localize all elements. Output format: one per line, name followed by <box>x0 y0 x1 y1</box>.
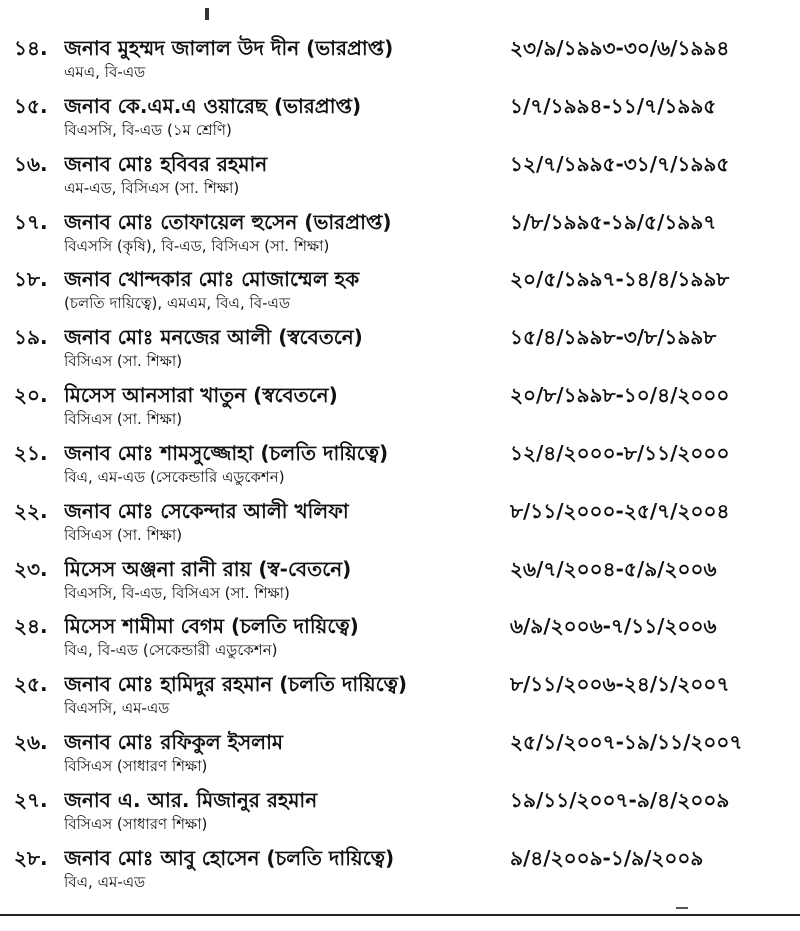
entry-number: ১৭. <box>14 210 48 234</box>
list-item <box>0 202 800 258</box>
entry-name: জনাব মোঃ রফিকুল ইসলাম <box>64 730 283 754</box>
entry-qualification: বিসিএস (সা. শিক্ষা) <box>64 410 183 428</box>
entry-date-range: ২০/৮/১৯৯৮-১০/৪/২০০০ <box>510 383 730 407</box>
list-item <box>0 86 800 142</box>
entry-date-range: ২৫/১/২০০৭-১৯/১১/২০০৭ <box>510 730 743 754</box>
entry-qualification: বিসিএস (সা. শিক্ষা) <box>64 526 183 544</box>
entry-name: জনাব কে.এম.এ ওয়ারেছ (ভারপ্রাপ্ত) <box>64 94 362 118</box>
entry-number: ২০. <box>14 383 48 407</box>
list-item <box>0 606 800 662</box>
entry-qualification: এমএ, বি-এড <box>64 63 146 81</box>
entry-number: ১৬. <box>14 152 48 176</box>
list-item <box>0 317 800 373</box>
entry-number: ২৫. <box>14 672 48 696</box>
entry-date-range: ৮/১১/২০০০-২৫/৭/২০০৪ <box>510 499 730 523</box>
entry-qualification: বিএসসি, বি-এড (১ম শ্রেণি) <box>64 121 232 139</box>
entry-date-range: ৯/৪/২০০৯-১/৯/২০০৯ <box>510 846 704 870</box>
scan-mark <box>205 8 209 20</box>
entry-number: ২২. <box>14 499 48 523</box>
scan-mark <box>676 907 688 909</box>
list-item <box>0 144 800 200</box>
entry-name: জনাব মোঃ সেকেন্দার আলী খলিফা <box>64 499 349 523</box>
entry-qualification: বিএ, বি-এড (সেকেন্ডারী এডুকেশন) <box>64 641 278 659</box>
entry-date-range: ২৬/৭/২০০৪-৫/৯/২০০৬ <box>510 557 717 581</box>
entry-name: জনাব মোঃ শামসুজ্জোহা (চলতি দায়িত্বে) <box>64 441 389 465</box>
entry-qualification: বিসিএস (সা. শিক্ষা) <box>64 352 183 370</box>
list-item <box>0 780 800 836</box>
list-item <box>0 549 800 605</box>
entry-name: মিসেস আনসারা খাতুন (স্ববেতনে) <box>64 383 338 407</box>
entry-name: জনাব এ. আর. মিজানুর রহমান <box>64 788 318 812</box>
entry-name: জনাব মোঃ আবু হোসেন (চলতি দায়িত্বে) <box>64 846 395 870</box>
list-item <box>0 259 800 315</box>
entry-date-range: ১/৮/১৯৯৫-১৯/৫/১৯৯৭ <box>510 210 717 234</box>
entry-qualification: এম-এড, বিসিএস (সা. শিক্ষা) <box>64 179 240 197</box>
entry-qualification: বিএসসি (কৃষি), বি-এড, বিসিএস (সা. শিক্ষা) <box>64 237 330 255</box>
entry-name: জনাব মোঃ হবিবর রহমান <box>64 152 268 176</box>
list-item <box>0 28 800 84</box>
entry-name: জনাব খোন্দকার মোঃ মোজাম্মেল হক <box>64 267 360 291</box>
entry-date-range: ৮/১১/২০০৬-২৪/১/২০০৭ <box>510 672 730 696</box>
list-item <box>0 433 800 489</box>
entry-date-range: ১/৭/১৯৯৪-১১/৭/১৯৯৫ <box>510 94 717 118</box>
entry-qualification: বিএসসি, এম-এড <box>64 699 170 717</box>
list-item <box>0 491 800 547</box>
entry-date-range: ১২/৪/২০০০-৮/১১/২০০০ <box>510 441 730 465</box>
entry-number: ২৩. <box>14 557 48 581</box>
entry-qualification: বিসিএস (সাধারণ শিক্ষা) <box>64 815 208 833</box>
entry-name: মিসেস অঞ্জনা রানী রায় (স্ব-বেতনে) <box>64 557 352 581</box>
entry-number: ১৪. <box>14 36 48 60</box>
entry-date-range: ২০/৫/১৯৯৭-১৪/৪/১৯৯৮ <box>510 267 730 291</box>
entry-qualification: বিসিএস (সাধারণ শিক্ষা) <box>64 757 208 775</box>
entry-name: মিসেস শামীমা বেগম (চলতি দায়িত্বে) <box>64 614 359 638</box>
entry-number: ২৪. <box>14 614 48 638</box>
entry-number: ২৮. <box>14 846 48 870</box>
entry-qualification: বিএ, এম-এড <box>64 873 146 891</box>
entry-qualification: (চলতি দায়িত্বে), এমএম, বিএ, বি-এড <box>64 294 290 312</box>
entry-number: ২৭. <box>14 788 48 812</box>
list-item <box>0 664 800 720</box>
entry-number: ২১. <box>14 441 48 465</box>
entry-name: জনাব মোঃ মনজের আলী (স্ববেতনে) <box>64 325 363 349</box>
list-item <box>0 375 800 431</box>
list-item <box>0 722 800 778</box>
entry-number: ১৯. <box>14 325 48 349</box>
entry-number: ১৮. <box>14 267 48 291</box>
entry-number: ১৫. <box>14 94 48 118</box>
list-item <box>0 838 800 894</box>
entry-number: ২৬. <box>14 730 48 754</box>
entry-date-range: ১২/৭/১৯৯৫-৩১/৭/১৯৯৫ <box>510 152 730 176</box>
bottom-divider <box>0 914 800 916</box>
entry-date-range: ২৩/৯/১৯৯৩-৩০/৬/১৯৯৪ <box>510 36 730 60</box>
entry-name: জনাব মোঃ তোফায়েল হুসেন (ভারপ্রাপ্ত) <box>64 210 392 234</box>
entry-qualification: বিএসসি, বি-এড, বিসিএস (সা. শিক্ষা) <box>64 584 290 602</box>
entry-name: জনাব মুহম্মদ জালাল উদ দীন (ভারপ্রাপ্ত) <box>64 36 394 60</box>
entry-date-range: ৬/৯/২০০৬-৭/১১/২০০৬ <box>510 614 717 638</box>
entry-date-range: ১৯/১১/২০০৭-৯/৪/২০০৯ <box>510 788 730 812</box>
entry-date-range: ১৫/৪/১৯৯৮-৩/৮/১৯৯৮ <box>510 325 717 349</box>
entry-qualification: বিএ, এম-এড (সেকেন্ডারি এডুকেশন) <box>64 468 285 486</box>
entry-name: জনাব মোঃ হামিদুর রহমান (চলতি দায়িত্বে) <box>64 672 408 696</box>
